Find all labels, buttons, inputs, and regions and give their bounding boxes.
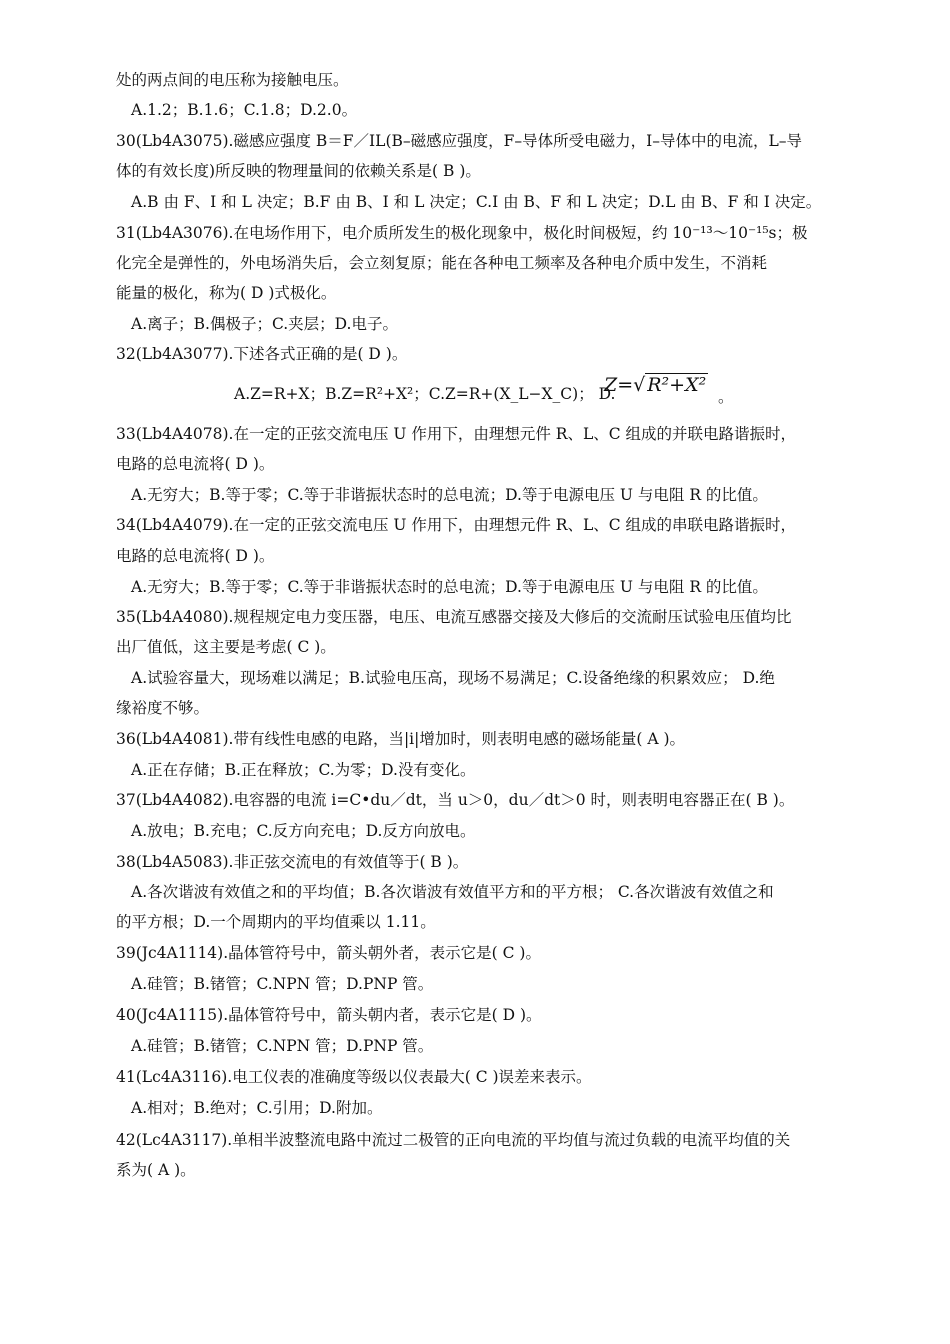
answer-options: A.各次谐波有效值之和的平均值；B.各次谐波有效值平方和的平方根； C.各次谐波有效值之和: [131, 883, 774, 901]
question-33: 33(Lb4A4078).在一定的正弦交流电压 U 作用下，由理想元件 R、L、C 组成的并联电路谐振时，: [116, 425, 797, 443]
question-42: 42(Lc4A3117).单相半波整流电路中流过二极管的正向电流的平均值与流过负载的电流平均值的关: [116, 1131, 791, 1149]
question-38: 38(Lb4A5083).非正弦交流电的有效值等于( B )。: [116, 853, 469, 871]
answer-options: A.相对；B.绝对；C.引用；D.附加。: [131, 1099, 383, 1117]
question-30-cont: 体的有效长度)所反映的物理量间的依赖关系是( B )。: [116, 162, 481, 180]
question-32: 32(Lb4A3077).下述各式正确的是( D )。: [116, 345, 408, 363]
question-33-cont: 电路的总电流将( D )。: [116, 455, 275, 473]
answer-options: A.无穷大；B.等于零；C.等于非谐振状态时的总电流；D.等于电源电压 U 与电阻 R 的比值。: [131, 486, 768, 504]
question-40: 40(Jc4A1115).晶体管符号中，箭头朝内者，表示它是( D )。: [116, 1006, 542, 1024]
answer-options: A.放电；B.充电；C.反方向充电；D.反方向放电。: [131, 822, 476, 840]
answer-options: A.无穷大；B.等于零；C.等于非谐振状态时的总电流；D.等于电源电压 U 与电阻 R 的比值。: [131, 578, 768, 596]
answer-options: A.试验容量大，现场难以满足；B.试验电压高，现场不易满足；C.设备绝缘的积累效应； D.绝: [131, 669, 775, 687]
question-34: 34(Lb4A4079).在一定的正弦交流电压 U 作用下，由理想元件 R、L、C 组成的串联电路谐振时，: [116, 516, 797, 534]
question-34-cont: 电路的总电流将( D )。: [116, 547, 275, 565]
question-42-cont: 系为( A )。: [116, 1161, 196, 1179]
formula-lhs: Z=: [604, 374, 634, 396]
question-31-cont: 能量的极化，称为( D )式极化。: [116, 284, 337, 302]
answer-options: A.硅管；B.锗管；C.NPN 管；D.PNP 管。: [131, 975, 434, 993]
question-35-cont: 出厂值低，这主要是考虑( C )。: [116, 638, 336, 656]
answer-options: A.硅管；B.锗管；C.NPN 管；D.PNP 管。: [131, 1037, 434, 1055]
answer-options-cont: 的平方根；D.一个周期内的平均值乘以 1.11。: [116, 913, 436, 931]
answer-options: A.离子；B.偶极子；C.夹层；D.电子。: [131, 315, 398, 333]
equation-options: A.Z=R+X；B.Z=R²+X²；C.Z=R+(X_L−X_C)； D.: [234, 385, 616, 403]
text-line: 处的两点间的电压称为接触电压。: [116, 71, 349, 89]
answer-options-cont: 缘裕度不够。: [116, 699, 210, 717]
formula-radicand: R²+X²: [647, 374, 707, 396]
question-37: 37(Lb4A4082).电容器的电流 i=C•du／dt，当 u＞0，du／dt＞0 时，则表明电容器正在( B )。: [116, 791, 795, 809]
question-31: 31(Lb4A3076).在电场作用下，电介质所发生的极化现象中，极化时间极短，约 10⁻¹³～10⁻¹⁵s；极: [116, 224, 808, 242]
sqrt-formula: Z=√ R²+X²: [604, 374, 707, 396]
question-35: 35(Lb4A4080).规程规定电力变压器，电压、电流互感器交接及大修后的交流耐压试验电压值均比: [116, 608, 792, 626]
answer-options: A.1.2；B.1.6；C.1.8；D.2.0。: [131, 101, 358, 119]
formula-period: 。: [718, 388, 734, 406]
answer-options: A.B 由 F、I 和 L 决定；B.F 由 B、I 和 L 决定；C.I 由 B、F 和 L 决定；D.L 由 B、F 和 I 决定。: [131, 193, 822, 211]
question-36: 36(Lb4A4081).带有线性电感的电路，当|i|增加时，则表明电感的磁场能量( A )。: [116, 730, 686, 748]
question-30: 30(Lb4A3075).磁感应强度 B＝F／IL(B–磁感应强度，F–导体所受电磁力，I–导体中的电流，L–导: [116, 132, 803, 150]
question-31-cont: 化完全是弹性的，外电场消失后，会立刻复原；能在各种电工频率及各种电介质中发生，不消耗: [116, 254, 768, 272]
question-39: 39(Jc4A1114).晶体管符号中，箭头朝外者，表示它是( C )。: [116, 944, 541, 962]
answer-options: A.正在存储；B.正在释放；C.为零；D.没有变化。: [131, 761, 476, 779]
question-41: 41(Lc4A3116).电工仪表的准确度等级以仪表最大( C )误差来表示。: [116, 1068, 592, 1086]
